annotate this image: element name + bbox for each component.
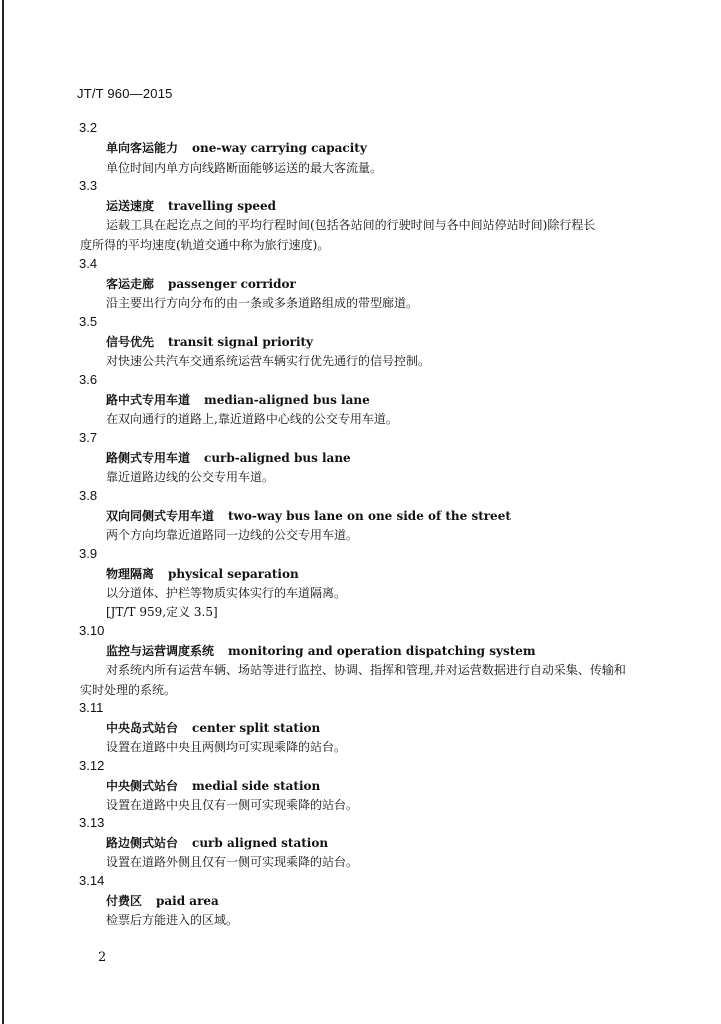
term-en: transit signal priority <box>168 335 314 349</box>
term-heading <box>106 719 320 736</box>
term-heading <box>106 777 320 794</box>
clause-number: 3.14 <box>79 873 105 888</box>
term-zh: 单向客运能力 <box>106 141 179 155</box>
definition-line: 设置在道路中央且两侧均可实现乘降的站台。 <box>106 740 347 754</box>
term-en: two-way bus lane on one side of the street <box>228 509 511 523</box>
definition-line: 度所得的平均速度(轨道交通中称为旅行速度)。 <box>80 238 330 252</box>
definition-line: 在双向通行的道路上,靠近道路中心线的公交专用车道。 <box>106 412 398 426</box>
term-zh: 路侧式专用车道 <box>106 451 191 465</box>
term-zh: 路边侧式站台 <box>106 836 179 850</box>
term-en: passenger corridor <box>168 277 296 291</box>
clause-number: 3.2 <box>79 120 98 135</box>
clause-number: 3.7 <box>79 430 98 445</box>
term-zh: 物理隔离 <box>106 567 155 581</box>
definition-line: 两个方向均靠近道路同一边线的公交专用车道。 <box>106 528 359 542</box>
definition-line: 设置在道路外侧且仅有一侧可实现乘降的站台。 <box>106 855 359 869</box>
clause-number: 3.13 <box>79 815 105 830</box>
term-zh: 运送速度 <box>106 199 155 213</box>
clause-number: 3.4 <box>79 256 98 271</box>
term-heading <box>106 391 370 408</box>
term-en: travelling speed <box>168 199 277 213</box>
definition-line: 单位时间内单方向线路断面能够运送的最大客流量。 <box>106 161 383 175</box>
term-heading <box>106 507 511 524</box>
definition-line: 对系统内所有运营车辆、场站等进行监控、协调、指挥和管理,并对运营数据进行自动采集、传输和 <box>106 663 626 677</box>
term-heading <box>106 333 313 350</box>
clause-number: 3.10 <box>79 623 105 638</box>
clause-number: 3.5 <box>79 314 98 329</box>
term-en: curb aligned station <box>192 836 329 850</box>
term-zh: 路中式专用车道 <box>106 393 191 407</box>
term-en: curb-aligned bus lane <box>204 451 351 465</box>
page-number: 2 <box>98 950 107 965</box>
term-en: one-way carrying capacity <box>192 141 367 155</box>
term-heading <box>106 834 328 851</box>
term-zh: 双向同侧式专用车道 <box>106 509 215 523</box>
clause-number: 3.6 <box>79 372 98 387</box>
definition-line: 沿主要出行方向分布的由一条或多条道路组成的带型廊道。 <box>106 296 419 310</box>
term-zh: 中央侧式站台 <box>106 779 179 793</box>
term-heading <box>106 449 351 466</box>
definition-line: 实时处理的系统。 <box>80 683 177 697</box>
clause-number: 3.9 <box>79 546 98 561</box>
definition-line: 设置在道路中央且仅有一侧可实现乘降的站台。 <box>106 798 359 812</box>
term-zh: 监控与运营调度系统 <box>106 644 215 658</box>
clause-number: 3.3 <box>79 178 98 193</box>
definition-line: 对快速公共汽车交通系统运营车辆实行优先通行的信号控制。 <box>106 354 431 368</box>
term-en: physical separation <box>168 567 299 581</box>
source-reference: [JT/T 959,定义 3.5] <box>106 605 218 619</box>
definition-line: 运载工具在起讫点之间的平均行程时间(包括各站间的行驶时间与各中间站停站时间)除行程长 <box>106 218 596 232</box>
clause-number: 3.12 <box>79 758 105 773</box>
definition-line: 以分道体、护栏等物质实体实行的车道隔离。 <box>106 586 347 600</box>
term-en: paid area <box>156 894 219 908</box>
term-zh: 付费区 <box>106 894 143 908</box>
clause-number: 3.11 <box>79 700 104 715</box>
definition-line: 靠近道路边线的公交专用车道。 <box>106 470 275 484</box>
term-en: monitoring and operation dispatching system <box>228 644 536 658</box>
term-heading <box>106 565 299 582</box>
term-en: center split station <box>192 721 321 735</box>
term-heading <box>106 139 367 156</box>
term-heading <box>106 892 219 909</box>
term-zh: 信号优先 <box>106 335 155 349</box>
term-zh: 中央岛式站台 <box>106 721 179 735</box>
term-heading <box>106 642 536 659</box>
term-zh: 客运走廊 <box>106 277 155 291</box>
term-en: median-aligned bus lane <box>204 393 370 407</box>
term-heading <box>106 275 296 292</box>
scan-left-border <box>2 0 4 1024</box>
clause-number: 3.8 <box>79 488 98 503</box>
document-code-header: JT/T 960—2015 <box>77 86 173 101</box>
term-en: medial side station <box>192 779 321 793</box>
term-heading <box>106 197 276 214</box>
definition-line: 检票后方能进入的区域。 <box>106 913 239 927</box>
